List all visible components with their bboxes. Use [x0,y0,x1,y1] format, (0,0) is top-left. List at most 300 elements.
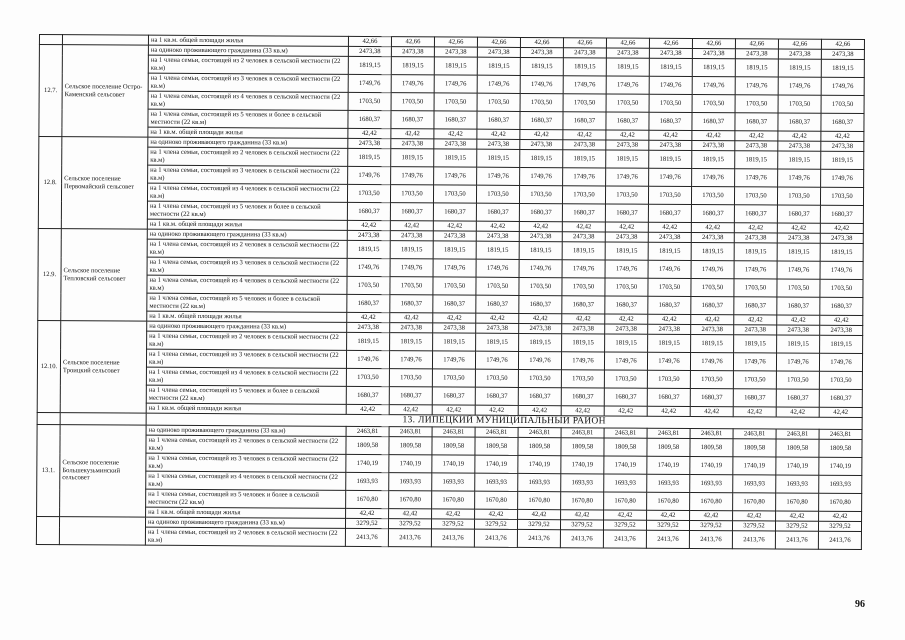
value-cell: 1740,19 [733,457,776,475]
row-description: на 1 члена семьи, состоящей из 3 человек в сельской местности (22 кв.м) [148,165,348,184]
value-cell: 1819,15 [391,57,434,75]
value-cell: 1819,15 [434,57,477,75]
value-cell: 1749,76 [604,352,647,370]
value-cell: 1749,76 [563,168,606,186]
value-cell: 1680,37 [690,388,733,406]
settlement-number: 12.9. [38,228,62,320]
value-cell: 42,42 [604,510,647,520]
value-cell: 42,42 [777,315,820,325]
row-description: на 1 члена семьи, состоящей из 4 человек в сельской местности (22 кв.м) [147,183,347,202]
settlement-number [39,35,62,45]
value-cell: 1740,19 [518,455,561,473]
settlement-name: Сельское поселение Первомайский сельсовет [61,137,148,230]
row-description: на 1 кв.м. общей площади жилья [148,35,348,46]
value-cell: 1703,50 [475,369,518,387]
value-cell: 1749,76 [692,168,735,186]
value-cell: 3279,52 [646,520,689,530]
value-cell: 2463,81 [432,427,475,437]
value-cell: 1749,76 [776,353,819,371]
value-cell: 2473,38 [778,141,821,151]
value-cell: 1749,76 [819,353,862,371]
value-cell: 42,42 [691,222,734,232]
row-description: на 1 члена семьи, состоящей из 2 человек в сельской местности (22 кв.м) [148,55,348,74]
value-cell: 1680,37 [518,387,561,405]
value-cell: 42,42 [776,511,819,521]
value-cell: 1680,37 [477,111,520,129]
value-cell: 1680,37 [820,297,863,315]
value-cell: 1680,37 [389,387,432,405]
value-cell: 3279,52 [474,519,517,529]
value-cell: 1749,76 [692,76,735,94]
table-row [36,526,861,549]
row-description: на 1 члена семьи, состоящей из 3 человек в сельской местности (22 кв.м) [148,73,348,92]
value-cell: 1809,58 [819,439,862,457]
value-cell: 1703,50 [648,278,691,296]
value-cell: 42,42 [476,313,519,323]
value-cell: 1680,37 [348,110,391,128]
value-cell: 42,42 [605,222,648,232]
value-cell: 3279,52 [818,521,861,531]
value-cell: 1749,76 [520,167,563,185]
value-cell: 1703,50 [778,95,821,113]
row-description: на 1 члена семьи, состоящей из 4 человек в сельской местности (22 кв.м) [146,471,346,490]
value-cell: 2473,38 [606,48,649,58]
value-cell: 42,42 [563,130,606,140]
value-cell: 1693,93 [432,473,475,491]
value-cell: 1809,58 [475,437,518,455]
value-cell: 1819,15 [648,334,691,352]
value-cell: 42,66 [520,37,563,47]
value-cell: 1680,37 [777,297,820,315]
value-cell: 42,42 [520,129,563,139]
value-cell: 2473,38 [391,47,434,57]
value-cell: 2473,38 [606,140,649,150]
value-cell: 1809,58 [518,437,561,455]
value-cell: 2463,81 [733,429,776,439]
value-cell: 1740,19 [389,455,432,473]
value-cell: 2413,76 [689,530,732,548]
value-cell: 1819,15 [821,151,864,169]
value-cell: 1693,93 [647,474,690,492]
value-cell: 1680,37 [820,205,863,223]
value-cell: 1703,50 [605,186,648,204]
value-cell: 1809,58 [389,437,432,455]
value-cell: 1680,37 [778,113,821,131]
value-cell: 1703,50 [519,185,562,203]
value-cell: 42,42 [734,223,777,233]
row-description: на одиноко проживающего гражданина (33 кв.м) [148,45,348,56]
value-cell: 42,42 [820,315,863,325]
value-cell: 1703,50 [649,94,692,112]
value-cell: 1819,15 [348,56,391,74]
value-cell: 1809,58 [604,438,647,456]
value-cell: 1749,76 [690,352,733,370]
value-cell: 42,42 [820,223,863,233]
value-cell: 1693,93 [475,473,518,491]
value-cell: 1680,37 [519,295,562,313]
value-cell: 2473,38 [734,325,777,335]
value-cell: 1819,15 [347,240,390,258]
value-cell: 1749,76 [735,169,778,187]
value-cell: 1680,37 [562,296,605,314]
value-cell: 1693,93 [690,474,733,492]
value-cell: 2473,38 [777,325,820,335]
value-cell: 42,42 [690,510,733,520]
value-cell: 1693,93 [819,475,862,493]
value-cell: 1749,76 [432,351,475,369]
value-cell: 1819,15 [777,335,820,353]
value-cell: 1749,76 [433,259,476,277]
value-cell: 1703,50 [347,276,390,294]
value-cell: 1680,37 [649,112,692,130]
value-cell: 1819,15 [735,151,778,169]
value-cell: 1749,76 [477,167,520,185]
value-cell: 1670,80 [518,491,561,509]
value-cell: 1749,76 [649,168,692,186]
value-cell: 1819,15 [777,243,820,261]
value-cell: 1749,76 [477,75,520,93]
value-cell: 42,42 [647,510,690,520]
value-cell: 1693,93 [346,472,389,490]
value-cell: 1703,50 [563,94,606,112]
value-cell: 42,42 [604,406,647,416]
value-cell: 42,42 [390,313,433,323]
value-cell: 1703,50 [690,370,733,388]
page-number: 96 [855,599,865,610]
value-cell: 1749,76 [562,260,605,278]
settlement-name: Сельское поселение Троицкий сельсовет [60,321,147,414]
value-cell: 1819,15 [778,151,821,169]
value-cell: 1703,50 [776,371,819,389]
value-cell: 2413,76 [603,530,646,548]
row-description: на одиноко проживающего гражданина (33 кв.м) [147,229,347,240]
value-cell: 42,42 [735,131,778,141]
value-cell: 1819,15 [563,150,606,168]
value-cell: 42,66 [735,39,778,49]
value-cell: 1703,50 [562,186,605,204]
value-cell: 1680,37 [604,388,647,406]
value-cell: 42,42 [475,405,518,415]
value-cell: 1703,50 [733,371,776,389]
settlement-number: 12.7. [39,45,63,137]
value-cell: 42,42 [648,222,691,232]
value-cell: 1819,15 [391,149,434,167]
value-cell: 42,42 [518,509,561,519]
value-cell: 3279,52 [345,518,388,528]
value-cell: 1819,15 [390,241,433,259]
value-cell: 1680,37 [519,203,562,221]
value-cell: 2463,81 [776,429,819,439]
value-cell: 1693,93 [389,473,432,491]
row-description: на 1 члена семьи, состоящей из 2 человек в сельской местности (22 кв.м) [147,239,347,258]
value-cell: 1749,76 [821,77,864,95]
settlement-name [62,35,148,46]
value-cell: 1809,58 [690,438,733,456]
value-cell: 1680,37 [735,113,778,131]
value-cell: 3279,52 [732,521,775,531]
value-cell: 1703,50 [346,368,389,386]
value-cell: 42,42 [346,404,389,414]
value-cell: 42,42 [518,405,561,415]
value-cell: 2473,38 [563,140,606,150]
value-cell: 1680,37 [776,389,819,407]
value-cell: 1680,37 [391,111,434,129]
value-cell: 1819,15 [520,57,563,75]
value-cell: 2463,81 [346,426,389,436]
row-description: на 1 члена семьи, состоящей из 3 человек в сельской местности (22 кв.м) [146,349,346,368]
value-cell: 2473,38 [348,46,391,56]
value-cell: 1749,76 [520,75,563,93]
value-cell: 1819,15 [735,59,778,77]
value-cell: 2473,38 [692,48,735,58]
value-cell: 1703,50 [432,369,475,387]
value-cell: 2473,38 [434,139,477,149]
value-cell: 3279,52 [775,521,818,531]
value-cell: 1740,19 [647,456,690,474]
value-cell: 42,66 [477,37,520,47]
value-cell: 1819,15 [821,59,864,77]
value-cell: 1670,80 [475,491,518,509]
value-cell: 2413,76 [474,529,517,547]
value-cell: 1670,80 [819,493,862,511]
value-cell: 1680,37 [647,388,690,406]
value-cell: 1680,37 [734,205,777,223]
value-cell: 1740,19 [776,457,819,475]
value-cell: 2473,38 [562,324,605,334]
value-cell: 1680,37 [691,204,734,222]
value-cell: 2413,76 [388,529,431,547]
value-cell: 1680,37 [692,112,735,130]
value-cell: 1703,50 [647,370,690,388]
row-description: на 1 члена семьи, состоящей из 3 человек в сельской местности (22 кв.м) [147,257,347,276]
value-cell: 3279,52 [603,520,646,530]
value-cell: 2413,76 [775,531,818,549]
value-cell: 42,42 [690,406,733,416]
value-cell: 1749,76 [606,76,649,94]
value-cell: 1680,37 [433,295,476,313]
value-cell: 42,42 [433,221,476,231]
value-cell: 1680,37 [433,203,476,221]
value-cell: 42,42 [692,130,735,140]
value-cell: 1749,76 [733,353,776,371]
settlement-number: 13.1. [37,424,61,516]
value-cell: 1670,80 [647,492,690,510]
blank-cell [60,413,146,426]
row-description: на 1 члена семьи, состоящей из 5 человек и более в сельской местности (22 кв.м) [148,109,348,128]
value-cell: 1749,76 [821,169,864,187]
value-cell: 1749,76 [347,258,390,276]
value-cell: 2473,38 [519,323,562,333]
value-cell: 2473,38 [477,47,520,57]
value-cell: 1749,76 [518,351,561,369]
value-cell: 1680,37 [734,297,777,315]
blank-cell [37,412,60,424]
value-cell: 1680,37 [346,386,389,404]
value-cell: 1703,50 [520,93,563,111]
value-cell: 2463,81 [647,428,690,438]
settlement-number [36,516,59,544]
value-cell: 2473,38 [691,324,734,334]
value-cell: 42,42 [433,313,476,323]
value-cell: 1819,15 [433,333,476,351]
value-cell: 2473,38 [605,232,648,242]
value-cell: 1749,76 [777,261,820,279]
value-cell: 42,42 [389,509,432,519]
value-cell: 1819,15 [820,335,863,353]
value-cell: 1809,58 [432,437,475,455]
value-cell: 42,42 [519,221,562,231]
value-cell: 1749,76 [519,259,562,277]
value-cell: 1749,76 [648,260,691,278]
value-cell: 1819,15 [476,241,519,259]
value-cell: 2413,76 [732,531,775,549]
value-cell: 2473,38 [821,49,864,59]
value-cell: 1749,76 [605,260,648,278]
value-cell: 1670,80 [690,492,733,510]
settlement-name: Сельское поселение Тепловский сельсовет [61,229,148,322]
value-cell: 42,42 [561,510,604,520]
value-cell: 2473,38 [433,323,476,333]
value-cell: 2473,38 [390,231,433,241]
value-cell: 1740,19 [475,455,518,473]
value-cell: 3279,52 [560,520,603,530]
value-cell: 1749,76 [390,259,433,277]
value-cell: 42,42 [734,315,777,325]
value-cell: 1749,76 [647,352,690,370]
value-cell: 1809,58 [733,439,776,457]
value-cell: 1819,15 [347,332,390,350]
value-cell: 1819,15 [691,242,734,260]
value-cell: 1680,37 [819,389,862,407]
value-cell: 1670,80 [432,491,475,509]
value-cell: 1680,37 [520,111,563,129]
value-cell: 1819,15 [562,242,605,260]
value-cell: 2463,81 [819,429,862,439]
settlement-name [59,517,145,546]
value-cell: 2473,38 [820,325,863,335]
value-cell: 1703,50 [390,185,433,203]
value-cell: 1703,50 [476,185,519,203]
value-cell: 1703,50 [476,277,519,295]
value-cell: 1703,50 [433,277,476,295]
value-cell: 1819,15 [348,148,391,166]
value-cell: 2473,38 [433,231,476,241]
value-cell: 1703,50 [562,278,605,296]
row-description: на одиноко проживающего гражданина (33 кв.м) [148,137,348,148]
value-cell: 1703,50 [348,92,391,110]
value-cell: 1819,15 [605,334,648,352]
value-cell: 2463,81 [518,427,561,437]
value-cell: 1680,37 [606,112,649,130]
value-cell: 1703,50 [820,187,863,205]
value-cell: 1693,93 [604,474,647,492]
value-cell: 1819,15 [519,241,562,259]
value-cell: 1703,50 [648,186,691,204]
value-cell: 42,42 [819,407,862,417]
value-cell: 2473,38 [605,324,648,334]
value-cell: 3279,52 [517,519,560,529]
value-cell: 42,66 [391,37,434,47]
value-cell: 1680,37 [434,111,477,129]
value-cell: 42,42 [649,130,692,140]
value-cell: 1703,50 [605,278,648,296]
value-cell: 2473,38 [649,48,692,58]
value-cell: 42,42 [647,406,690,416]
value-cell: 42,42 [475,509,518,519]
value-cell: 1703,50 [604,370,647,388]
row-description: на 1 кв.м. общей площади жилья [146,507,346,518]
value-cell: 42,66 [348,36,391,46]
value-cell: 1680,37 [691,296,734,314]
value-cell: 1680,37 [648,204,691,222]
value-cell: 1693,93 [518,473,561,491]
value-cell: 1740,19 [604,456,647,474]
value-cell: 1693,93 [733,475,776,493]
value-cell: 1670,80 [389,491,432,509]
settlement-name: Сельское поселение Остро-Каменский сельсовет [62,45,149,138]
value-cell: 1819,15 [477,149,520,167]
value-cell: 1680,37 [605,296,648,314]
value-cell: 1749,76 [563,76,606,94]
value-cell: 1693,93 [561,474,604,492]
value-cell: 1740,19 [690,456,733,474]
value-cell: 1749,76 [348,74,391,92]
value-cell: 1749,76 [346,350,389,368]
value-cell: 42,42 [347,220,390,230]
value-cell: 2473,38 [477,139,520,149]
value-cell: 1819,15 [519,333,562,351]
value-cell: 2473,38 [778,49,821,59]
value-cell: 2463,81 [475,427,518,437]
value-cell: 1809,58 [776,439,819,457]
value-cell: 1749,76 [391,75,434,93]
value-cell: 1740,19 [819,457,862,475]
value-cell: 42,42 [821,131,864,141]
value-cell: 1749,76 [734,261,777,279]
value-cell: 1680,37 [562,204,605,222]
value-cell: 2473,38 [734,233,777,243]
value-cell: 42,42 [733,511,776,521]
row-description: на 1 члена семьи, состоящей из 2 человек в сельской местности (22 кв.м) [145,527,345,546]
value-cell: 3279,52 [388,519,431,529]
value-cell: 1819,15 [649,150,692,168]
value-cell: 1703,50 [821,95,864,113]
value-cell: 1819,15 [820,243,863,261]
housing-cost-table [36,34,865,550]
value-cell: 2473,38 [347,230,390,240]
value-cell: 42,42 [605,314,648,324]
value-cell: 2463,81 [690,428,733,438]
value-cell: 42,42 [347,312,390,322]
value-cell: 1670,80 [604,492,647,510]
value-cell: 2473,38 [476,323,519,333]
value-cell: 1819,15 [605,242,648,260]
value-cell: 2473,38 [648,324,691,334]
value-cell: 42,42 [519,313,562,323]
value-cell: 1680,37 [432,387,475,405]
value-cell: 1703,50 [390,277,433,295]
value-cell: 1809,58 [346,436,389,454]
value-cell: 3279,52 [431,519,474,529]
value-cell: 1749,76 [735,77,778,95]
value-cell: 2473,38 [821,141,864,151]
value-cell: 1703,50 [477,93,520,111]
value-cell: 1819,15 [734,335,777,353]
value-cell: 42,42 [777,223,820,233]
value-cell: 3279,52 [689,520,732,530]
value-cell: 1703,50 [391,93,434,111]
value-cell: 1819,15 [778,59,821,77]
